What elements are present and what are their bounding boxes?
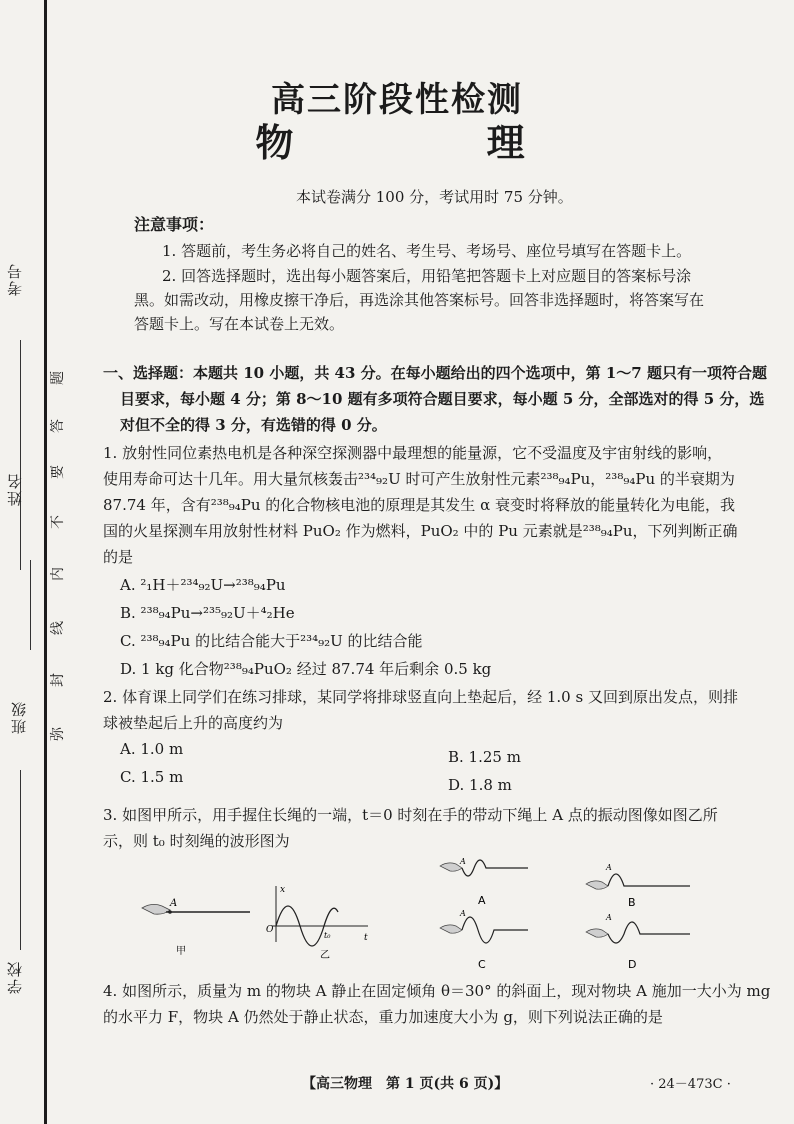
school-label: 学校 [6, 960, 24, 994]
q1-line-2: 使用寿命可达十几年。用大量氘核轰击²³⁴₉₂U 时可产生放射性元素²³⁸₉₄Pu，²³⁸₉₄Pu 的半衰期为 [103, 470, 735, 488]
option-b-point-label: A [606, 863, 612, 872]
q1-option-b: B. ²³⁸₉₄Pu→²³⁵₉₂U＋⁴₂He [120, 604, 295, 622]
q1-line-5: 的是 [103, 548, 134, 566]
q1-option-d: D. 1 kg 化合物²³⁸₉₄PuO₂ 经过 87.74 年后剩余 0.5 kg [120, 660, 492, 678]
hand-icon [440, 863, 462, 871]
option-a-waveform [462, 860, 528, 876]
page-footer: 【高三物理 第 1 页(共 6 页)】 [302, 1076, 509, 1092]
hand-icon [586, 929, 608, 937]
figure-jia-caption: 甲 [176, 946, 186, 957]
q1-line-3: 87.74 年，含有²³⁸₉₄Pu 的化合物核电池的原理是其发生 α 衰变时将释放的能量转化为电能，我 [103, 496, 735, 514]
option-a-point-label: A [460, 858, 466, 866]
q4-line-2: 的水平力 F，物块 A 仍然处于静止状态，重力加速度大小为 g，则下列说法正确的是 [103, 1008, 663, 1026]
hand-icon [142, 904, 170, 914]
section-1-line-3: 对但不全的得 3 分，有选错的得 0 分。 [120, 416, 387, 434]
seal-char: 不 [50, 515, 66, 529]
option-d-point-label: A [606, 913, 612, 922]
notice-item-2-line-3: 答题卡上。写在本试卷上无效。 [134, 315, 345, 333]
figure-jia-rope [142, 904, 250, 914]
figure-yi-caption: 乙 [320, 950, 330, 961]
notice-title: 注意事项： [134, 215, 215, 234]
exam-title: 高三阶段性检测 [271, 80, 523, 120]
q2-line-2: 球被垫起后上升的高度约为 [103, 714, 284, 732]
q3-answer-figures [438, 858, 708, 973]
figure-jia-label-a: A [170, 898, 178, 909]
q1-line-4: 国的火星探测车用放射性材料 PuO₂ 作为燃料，PuO₂ 中的 Pu 元素就是²³⁸₉₄Pu，下列判断正确 [103, 522, 738, 540]
q2-option-a: A. 1.0 m [120, 740, 184, 758]
option-d-waveform [608, 922, 690, 943]
graph-origin-label: O [266, 925, 274, 935]
seal-char: 线 [50, 621, 66, 635]
point-a-marker [168, 910, 172, 914]
seal-char: 封 [50, 673, 66, 687]
graph-t-label: t [364, 933, 368, 943]
seal-text-column [50, 368, 72, 748]
q2-option-b: B. 1.25 m [448, 748, 521, 766]
seal-char: 要 [50, 465, 66, 479]
class-label: 班级 [10, 700, 28, 734]
hand-icon [586, 881, 608, 889]
graph-x-label: x [280, 885, 286, 895]
subject-title: 物 理 [255, 120, 615, 165]
q1-option-c: C. ²³⁸₉₄Pu 的比结合能大于²³⁴₉₂U 的比结合能 [120, 632, 423, 650]
figure-yi-graph [272, 886, 368, 946]
paper-code: · 24－473C · [650, 1077, 731, 1092]
option-c-caption: C [478, 958, 486, 971]
section-1-line-2: 目要求，每小题 4 分；第 8～10 题有多项符合题目要求，每小题 5 分，全部选对的得 5 分，选 [120, 390, 765, 408]
q1-line-1: 1. 放射性同位素热电机是各种深空探测器中最理想的能量源，它不受温度及宇宙射线的影响， [103, 444, 723, 462]
name-label: 姓名 [6, 472, 24, 506]
section-1-line-1: 一、选择题：本题共 10 小题，共 43 分。在每小题给出的四个选项中，第 1～7 题只有一项符合题 [103, 364, 767, 382]
option-a-caption: A [478, 894, 486, 907]
option-c-waveform [462, 917, 528, 943]
intro-text: 本试卷满分 100 分，考试用时 75 分钟。 [296, 188, 573, 206]
option-d-caption: D [628, 958, 637, 971]
graph-t0-label: t₀ [324, 931, 331, 940]
notice-item-1: 1. 答题前，考生务必将自己的姓名、考生号、考场号、座位号填写在答题卡上。 [162, 242, 692, 260]
q2-option-d: D. 1.8 m [448, 776, 512, 794]
name-fill-line [30, 560, 31, 650]
seal-char: 弥 [50, 727, 66, 741]
notice-item-2-line-1: 2. 回答选择题时，选出每小题答案后，用铅笔把答题卡上对应题目的答案标号涂 [162, 267, 692, 285]
option-b-caption: B [628, 896, 636, 909]
exam-number-fill-line [20, 340, 21, 570]
q2-line-1: 2. 体育课上同学们在练习排球，某同学将排球竖直向上垫起后，经 1.0 s 又回到原出发点，则排 [103, 688, 738, 706]
class-fill-line [20, 770, 21, 950]
option-c-point-label: A [460, 909, 466, 918]
q2-option-c: C. 1.5 m [120, 768, 184, 786]
q4-line-1: 4. 如图所示，质量为 m 的物块 A 静止在固定倾角 θ＝30° 的斜面上，现对物块 A 施加一大小为 mg [103, 982, 771, 1000]
exam-number-label: 考号 [6, 262, 24, 296]
q3-line-2: 示，则 t₀ 时刻绳的波形图为 [103, 832, 290, 850]
binding-line [44, 0, 47, 1124]
q3-line-1: 3. 如图甲所示，用手握住长绳的一端，t＝0 时刻在手的带动下绳上 A 点的振动图像如图乙所 [103, 806, 718, 824]
q1-option-a: A. ²₁H＋²³⁴₉₂U→²³⁸₉₄Pu [120, 576, 286, 594]
option-b-waveform [608, 874, 690, 886]
notice-item-2-line-2: 黑。如需改动，用橡皮擦干净后，再选涂其他答案标号。回答非选择题时，将答案写在 [134, 291, 705, 309]
seal-char: 内 [50, 567, 66, 581]
seal-char: 题 [50, 371, 66, 385]
hand-icon [440, 925, 462, 933]
seal-char: 答 [50, 419, 66, 433]
